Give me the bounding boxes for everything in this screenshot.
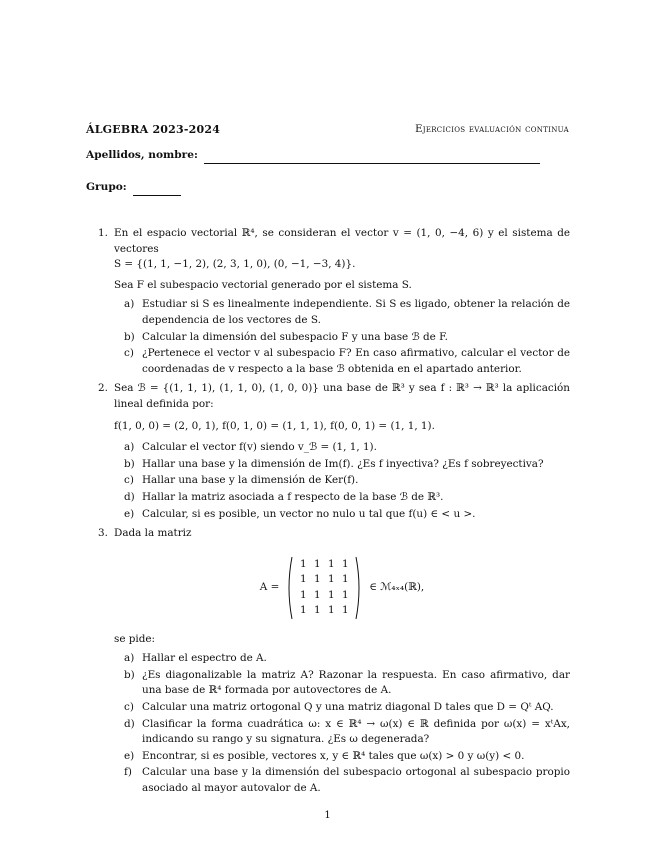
item-text: Hallar una base y la dimensión de Im(f). ¿Es f inyectiva? ¿Es f sobreyectiva?	[142, 457, 544, 470]
exercise-text: Sea F el subespacio vectorial generado por el sistema S.	[114, 278, 412, 291]
item-text: ¿Es diagonalizable la matriz A? Razonar la respuesta. En caso afirmativo, dar una base de ℝ⁴ formada por autovectores de A.	[142, 668, 570, 697]
exercise-text: se pide:	[114, 632, 156, 645]
item-text: Calcular una base y la dimensión del subespacio ortogonal al subespacio propio asociado al mayor autovalor de A.	[142, 766, 570, 795]
group-field	[86, 180, 181, 196]
exercise-intro: En el espacio vectorial ℝ⁴, se consideran el vector v = (1, 0, −4, 6) y el sistema de vectores	[114, 227, 570, 255]
display-equation: f(1, 0, 0) = (2, 0, 1), f(0, 1, 0) = (1, 1, 1), f(0, 0, 1) = (1, 1, 1).	[114, 419, 435, 432]
item-text: Calcular una matriz ortogonal Q y una matriz diagonal D tales que D = Qᵗ AQ.	[142, 701, 554, 714]
exercise-intro: Dada la matriz	[114, 527, 192, 540]
item-label: d)	[124, 717, 135, 730]
matrix-cell: 1	[314, 573, 321, 586]
matrix-lhs: A =	[259, 580, 280, 593]
right-paren-icon	[355, 556, 363, 620]
name-blank-line[interactable]	[204, 152, 540, 164]
item-text: Encontrar, si es posible, vectores x, y ∈ ℝ⁴ tales que ω(x) > 0 y ω(y) < 0.	[142, 749, 525, 762]
matrix-cell: 1	[314, 557, 321, 570]
matrix-rhs: ∈ ℳ₄ₓ₄(ℝ),	[369, 580, 425, 593]
list-item	[124, 651, 570, 667]
item-label: e)	[124, 507, 135, 520]
item-text: Hallar una base y la dimensión de Ker(f).	[142, 474, 359, 487]
item-label: f)	[124, 766, 132, 779]
group-blank-line[interactable]	[133, 184, 181, 196]
matrix-cell: 1	[342, 588, 349, 601]
item-text: Hallar el espectro de A.	[142, 652, 267, 665]
matrix	[285, 556, 363, 620]
matrix-cell: 1	[300, 573, 307, 586]
item-label: d)	[124, 490, 135, 503]
exercise-3	[98, 526, 570, 797]
display-equation: S = {(1, 1, −1, 2), (2, 3, 1, 0), (0, −1, −3, 4)}.	[114, 258, 356, 271]
list-item	[124, 473, 570, 489]
item-label: b)	[124, 330, 135, 343]
list-item	[124, 507, 570, 523]
item-text: Calcular, si es posible, un vector no nulo u tal que f(u) ∈ < u >.	[142, 507, 476, 520]
exercise-number: 3.	[98, 527, 108, 540]
list-item	[124, 717, 570, 748]
matrix-cell: 1	[342, 604, 349, 617]
list-item	[124, 765, 570, 796]
exercise-list	[98, 226, 570, 801]
list-item	[124, 440, 570, 456]
exercise-2	[98, 381, 570, 522]
matrix-cell: 1	[300, 557, 307, 570]
name-label: Apellidos, nombre:	[86, 149, 198, 161]
matrix-cell: 1	[328, 604, 335, 617]
item-text: Hallar la matriz asociada a f respecto de la base ℬ de ℝ³.	[142, 490, 444, 503]
item-label: c)	[124, 347, 134, 360]
exercise-intro: Sea ℬ = {(1, 1, 1), (1, 1, 0), (1, 0, 0)} una base de ℝ³ y sea f : ℝ³ → ℝ³ la aplicación lineal definida por:	[114, 382, 570, 410]
exercise-number: 1.	[98, 227, 108, 239]
list-item	[124, 668, 570, 699]
list-item	[124, 330, 570, 346]
matrix-cell: 1	[342, 557, 349, 570]
header-subtitle: Ejercicios evaluación continua	[415, 124, 569, 135]
list-item	[124, 457, 570, 473]
exercise-1	[98, 226, 570, 377]
item-label: e)	[124, 749, 135, 762]
matrix-cell: 1	[328, 557, 335, 570]
item-text: Estudiar si S es linealmente independiente. Si S es ligado, obtener la relación de dependencia de los vectores de S.	[142, 298, 570, 326]
item-label: c)	[124, 701, 134, 714]
item-label: b)	[124, 668, 135, 681]
matrix-grid	[296, 557, 352, 619]
item-text: Calcular el vector f(v) siendo v_ℬ = (1, 1, 1).	[142, 441, 377, 454]
item-label: a)	[124, 298, 135, 311]
name-field	[86, 148, 540, 164]
item-label: a)	[124, 652, 135, 665]
matrix-cell: 1	[314, 588, 321, 601]
list-item	[124, 297, 570, 328]
subitem-list	[114, 297, 570, 377]
subitem-list	[114, 440, 570, 522]
list-item	[124, 346, 570, 377]
list-item	[124, 749, 570, 765]
left-paren-icon	[285, 556, 293, 620]
item-label: b)	[124, 457, 135, 470]
item-text: Clasificar la forma cuadrática ω: x ∈ ℝ⁴ → ω(x) ∈ ℝ definida por ω(x) = xᵗAx, indicando su rango y su signatura. ¿Es ω degenerada?	[142, 717, 570, 746]
item-text: ¿Pertenece el vector v al subespacio F? En caso afirmativo, calcular el vector de coordenadas de v respecto a la base ℬ obtenida en el apartado anterior.	[142, 347, 570, 375]
item-text: Calcular la dimensión del subespacio F y una base ℬ de F.	[142, 330, 448, 343]
matrix-cell: 1	[328, 573, 335, 586]
matrix-cell: 1	[328, 588, 335, 601]
subitem-list	[114, 651, 570, 796]
matrix-cell: 1	[300, 588, 307, 601]
list-item	[124, 490, 570, 506]
matrix-cell: 1	[300, 604, 307, 617]
group-label: Grupo:	[86, 181, 127, 193]
list-item	[124, 700, 570, 716]
page-number: 1	[324, 810, 331, 821]
item-label: a)	[124, 441, 135, 454]
matrix-cell: 1	[314, 604, 321, 617]
item-label: c)	[124, 474, 134, 487]
course-title: ÁLGEBRA 2023-2024	[86, 123, 221, 136]
exercise-number: 2.	[98, 382, 108, 395]
matrix-cell: 1	[342, 573, 349, 586]
matrix-equation	[114, 556, 570, 620]
